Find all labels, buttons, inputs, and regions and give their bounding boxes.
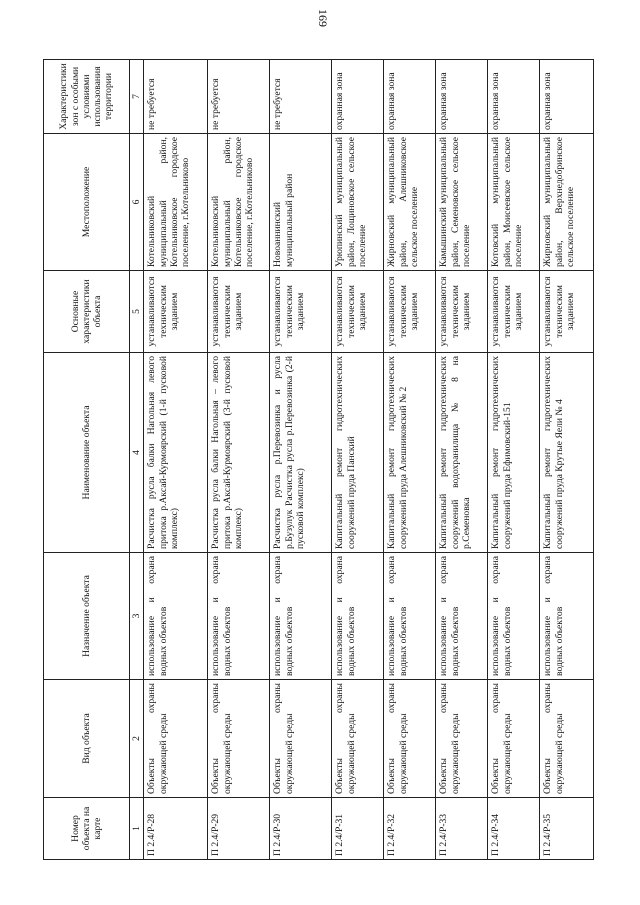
cell-location: Новоаннинский муниципальный район: [270, 134, 332, 271]
header-zone: Характеристики зон с особыми условиями использования территории: [44, 60, 130, 134]
cell-zone: охранная зона: [488, 60, 540, 134]
column-number: 2: [130, 680, 144, 798]
cell-location: Котельниковский муниципальный район, Котельниковское городское поселение, г.Котельниково: [144, 134, 208, 271]
table-row: [270, 60, 332, 860]
cell-zone: охранная зона: [332, 60, 384, 134]
cell-zone: не требуется: [208, 60, 270, 134]
cell-name: Капитальный ремонт гидротехнических сооружений водохранилища № 8 на р.Семеновка: [436, 353, 488, 553]
table-row: [384, 60, 436, 860]
page-number: 169: [316, 9, 330, 27]
cell-location: Камышинский муниципальный район, Семеновское сельское поселение: [436, 134, 488, 271]
table-row: [436, 60, 488, 860]
column-number-row: [130, 60, 144, 860]
cell-zone: не требуется: [270, 60, 332, 134]
cell-location: Урюпинский муниципальный район, Лощиновское сельское поселение: [332, 134, 384, 271]
column-number: 5: [130, 271, 144, 353]
table-row: [144, 60, 208, 860]
cell-purpose: использование и охрана водных объектов: [144, 553, 208, 680]
cell-name: Капитальный ремонт гидротехнических сооружений пруда Крутые Яели № 4: [540, 353, 594, 553]
cell-code: П 2.4/Р-31: [332, 798, 384, 860]
cell-chars: устанавливаются техническим заданием: [208, 271, 270, 353]
column-number: 7: [130, 60, 144, 134]
cell-purpose: использование и охрана водных объектов: [384, 553, 436, 680]
cell-code: П 2.4/Р-28: [144, 798, 208, 860]
cell-purpose: использование и охрана водных объектов: [540, 553, 594, 680]
cell-name: Капитальный ремонт гидротехнических сооружений пруда Панский: [332, 353, 384, 553]
cell-name: Капитальный ремонт гидротехнических сооружений пруда Алешниковский № 2: [384, 353, 436, 553]
cell-purpose: использование и охрана водных объектов: [436, 553, 488, 680]
objects-table: [43, 59, 594, 860]
cell-kind: Объекты охраны окружающей среды: [488, 680, 540, 798]
cell-location: Жирновский муниципальный район, Верхнедобринское сельское поселение: [540, 134, 594, 271]
cell-chars: устанавливаются техническим заданием: [540, 271, 594, 353]
cell-chars: устанавливаются техническим заданием: [436, 271, 488, 353]
column-number: 6: [130, 134, 144, 271]
cell-code: П 2.4/Р-32: [384, 798, 436, 860]
cell-name: Расчистка русла балки Нагольная левого притока р.Аксай-Курмоярский (1-й пусковой комплекс): [144, 353, 208, 553]
header-code: Номер объекта на карте: [44, 798, 130, 860]
header-name: Наименование объекта: [44, 353, 130, 553]
cell-kind: Объекты охраны окружающей среды: [144, 680, 208, 798]
cell-chars: устанавливаются техническим заданием: [144, 271, 208, 353]
cell-kind: Объекты охраны окружающей среды: [332, 680, 384, 798]
cell-code: П 2.4/Р-29: [208, 798, 270, 860]
cell-purpose: использование и охрана водных объектов: [488, 553, 540, 680]
cell-chars: устанавливаются техническим заданием: [270, 271, 332, 353]
table-row: [208, 60, 270, 860]
header-kind: Вид объекта: [44, 680, 130, 798]
header-purpose: Назначение объекта: [44, 553, 130, 680]
cell-code: П 2.4/Р-34: [488, 798, 540, 860]
cell-kind: Объекты охраны окружающей среды: [540, 680, 594, 798]
cell-purpose: использование и охрана водных объектов: [332, 553, 384, 680]
cell-name: Расчистка русла балки Нагольная – левого притока р.Аксай-Курмоярский (3-й пусковой комплекс): [208, 353, 270, 553]
cell-zone: охранная зона: [436, 60, 488, 134]
table-row: [540, 60, 594, 860]
column-number: 4: [130, 353, 144, 553]
cell-zone: охранная зона: [384, 60, 436, 134]
header-chars: Основные характеристики объекта: [44, 271, 130, 353]
column-number: 3: [130, 553, 144, 680]
cell-chars: устанавливаются техническим заданием: [488, 271, 540, 353]
cell-purpose: использование и охрана водных объектов: [208, 553, 270, 680]
cell-kind: Объекты охраны окружающей среды: [384, 680, 436, 798]
cell-kind: Объекты охраны окружающей среды: [436, 680, 488, 798]
cell-chars: устанавливаются техническим заданием: [332, 271, 384, 353]
cell-zone: не требуется: [144, 60, 208, 134]
cell-code: П 2.4/Р-33: [436, 798, 488, 860]
table-row: [488, 60, 540, 860]
cell-name: Капитальный ремонт гидротехнических сооружений пруда Ефимовский-151: [488, 353, 540, 553]
cell-location: Жирновский муниципальный район, Алешниковское сельское поселение: [384, 134, 436, 271]
cell-location: Котельниковский муниципальный район, Котельниковское городское поселение, г.Котельниково: [208, 134, 270, 271]
cell-code: П 2.4/Р-30: [270, 798, 332, 860]
column-number: 1: [130, 798, 144, 860]
cell-name: Расчистка русла р.Перевозинка и русла р.Бузулук Расчистка русла р.Перевозинка (2-й пусковой комплекс): [270, 353, 332, 553]
cell-location: Котовский муниципальный район, Моисеевское сельское поселение: [488, 134, 540, 271]
cell-kind: Объекты охраны окружающей среды: [208, 680, 270, 798]
cell-code: П 2.4/Р-35: [540, 798, 594, 860]
cell-zone: охранная зона: [540, 60, 594, 134]
rotated-table-container: [43, 60, 640, 860]
cell-chars: устанавливаются техническим заданием: [384, 271, 436, 353]
header-location: Местоположение: [44, 134, 130, 271]
table-row: [332, 60, 384, 860]
cell-kind: Объекты охраны окружающей среды: [270, 680, 332, 798]
cell-purpose: использование и охрана водных объектов: [270, 553, 332, 680]
header-row: [44, 60, 130, 860]
